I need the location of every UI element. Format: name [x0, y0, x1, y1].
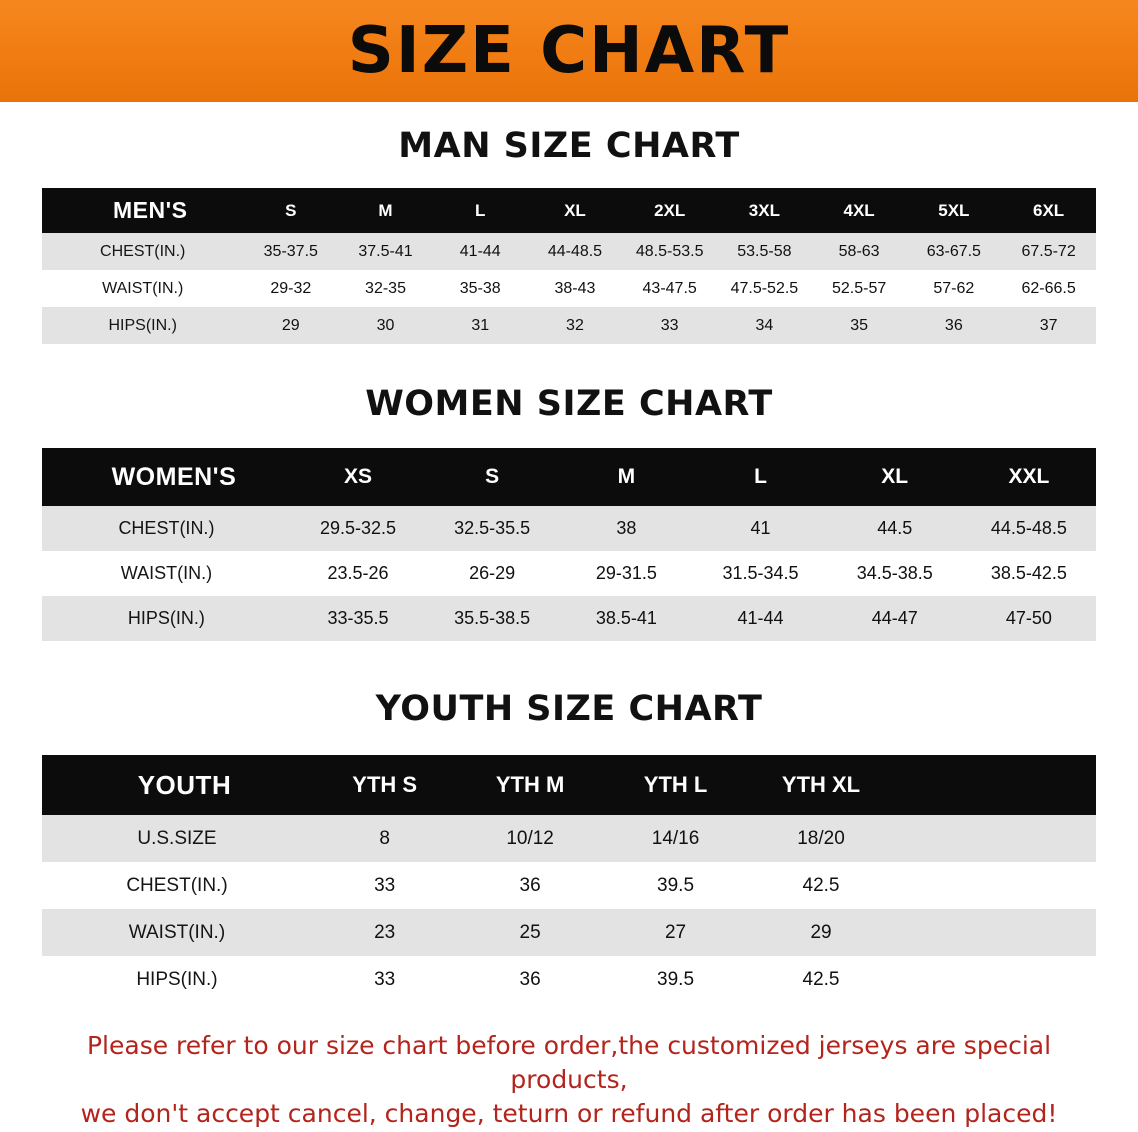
- man-waist-3: 38-43: [554, 279, 596, 297]
- man-hips-5: 34: [755, 316, 774, 334]
- table-row: [42, 307, 1096, 344]
- man-size-col-4: 2XL: [654, 200, 686, 220]
- youth-chest-1: 36: [519, 874, 541, 896]
- man-table-header: [42, 188, 1096, 233]
- youth-spacer-cell: [894, 909, 1096, 956]
- man-size-col-8: 6XL: [1033, 200, 1065, 220]
- youth-size-col-spacer: [894, 755, 1096, 815]
- man-size-col-1: M: [378, 200, 393, 220]
- youth-chest-0: 33: [374, 874, 396, 896]
- man-hips-2: 31: [471, 316, 490, 334]
- women-hips-4: 44-47: [871, 608, 918, 628]
- women-row-label-hips: HIPS(IN.): [127, 608, 205, 628]
- women-table-header: [42, 448, 1096, 506]
- man-row-label-hips: HIPS(IN.): [108, 316, 177, 334]
- man-hips-3: 32: [566, 316, 584, 334]
- man-chest-3: 44-48.5: [547, 242, 603, 260]
- women-hips-5: 47-50: [1005, 608, 1052, 628]
- youth-hips-3: 42.5: [802, 968, 840, 990]
- youth-table-header: [42, 755, 1096, 815]
- women-size-table: [42, 448, 1096, 641]
- table-row: [42, 815, 1096, 862]
- man-chest-2: 41-44: [459, 242, 501, 260]
- man-hips-1: 30: [376, 316, 395, 334]
- youth-spacer-cell: [894, 815, 1096, 862]
- youth-hips-0: 33: [374, 968, 396, 990]
- man-size-col-5: 3XL: [748, 200, 780, 220]
- man-corner-label: MEN'S: [113, 197, 188, 223]
- women-hips-1: 35.5-38.5: [454, 608, 531, 628]
- women-waist-1: 26-29: [469, 563, 516, 583]
- disclaimer-line-1: Please refer to our size chart before order,the customized jerseys are special products,: [86, 1031, 1052, 1094]
- man-waist-0: 29-32: [270, 279, 312, 297]
- table-header-row: [42, 448, 1096, 506]
- man-size-table-wrapper: [42, 188, 1096, 344]
- women-chest-1: 32.5-35.5: [454, 518, 531, 538]
- man-size-col-0: S: [285, 200, 297, 220]
- women-size-col-3: L: [754, 465, 767, 488]
- man-hips-6: 35: [850, 316, 868, 334]
- women-corner-label: WOMEN'S: [111, 462, 237, 491]
- man-chest-5: 53.5-58: [737, 242, 792, 260]
- man-size-col-3: XL: [564, 200, 586, 220]
- women-size-table-wrapper: [42, 448, 1096, 641]
- women-hips-2: 38.5-41: [595, 608, 657, 628]
- disclaimer-line-2: we don't accept cancel, change, teturn or refund after order has been placed!: [80, 1098, 1058, 1128]
- man-size-table: [42, 188, 1096, 344]
- youth-hips-1: 36: [519, 968, 541, 990]
- man-row-label-waist: WAIST(IN.): [102, 279, 184, 297]
- man-size-col-7: 5XL: [938, 200, 970, 220]
- women-waist-4: 34.5-38.5: [856, 563, 933, 583]
- women-waist-2: 29-31.5: [595, 563, 657, 583]
- women-chest-3: 41: [750, 518, 771, 538]
- youth-waist-1: 25: [519, 921, 541, 943]
- women-section-heading: WOMEN SIZE CHART: [365, 384, 773, 424]
- women-table-body: [42, 506, 1096, 641]
- man-hips-0: 29: [281, 316, 300, 334]
- man-table-body: [42, 233, 1096, 344]
- man-hips-7: 36: [944, 316, 963, 334]
- youth-spacer-cell: [894, 956, 1096, 1003]
- youth-size-col-0: YTH S: [352, 772, 418, 797]
- youth-ussize-0: 8: [379, 827, 390, 849]
- man-waist-2: 35-38: [459, 279, 501, 297]
- man-chest-1: 37.5-41: [358, 242, 413, 260]
- women-hips-0: 33-35.5: [327, 608, 389, 628]
- youth-size-table: [42, 755, 1096, 1003]
- man-hips-4: 33: [660, 316, 679, 334]
- size-chart-banner: [0, 0, 1138, 102]
- man-size-col-6: 4XL: [843, 200, 875, 220]
- table-row: [42, 862, 1096, 909]
- women-chest-0: 29.5-32.5: [319, 518, 396, 538]
- man-chest-7: 63-67.5: [926, 242, 981, 260]
- table-row: [42, 233, 1096, 270]
- women-waist-0: 23.5-26: [327, 563, 389, 583]
- youth-waist-3: 29: [810, 921, 832, 943]
- table-row: [42, 506, 1096, 551]
- man-waist-5: 47.5-52.5: [730, 279, 799, 297]
- women-size-col-2: M: [617, 465, 636, 488]
- women-size-col-4: XL: [881, 465, 909, 488]
- man-hips-8: 37: [1039, 316, 1058, 334]
- women-row-label-waist: WAIST(IN.): [120, 563, 213, 583]
- youth-chest-2: 39.5: [657, 874, 695, 896]
- table-header-row: [42, 188, 1096, 233]
- women-size-col-0: XS: [343, 465, 372, 488]
- youth-waist-0: 23: [374, 921, 396, 943]
- man-waist-7: 57-62: [933, 279, 975, 297]
- youth-chest-3: 42.5: [802, 874, 840, 896]
- youth-section-heading: YOUTH SIZE CHART: [375, 689, 763, 729]
- table-row: [42, 551, 1096, 596]
- man-waist-8: 62-66.5: [1021, 279, 1076, 297]
- youth-row-label-hips: HIPS(IN.): [136, 968, 218, 990]
- man-waist-4: 43-47.5: [642, 279, 697, 297]
- youth-spacer-cell: [894, 862, 1096, 909]
- women-size-col-5: XXL: [1008, 465, 1050, 488]
- table-row: [42, 956, 1096, 1003]
- man-chest-8: 67.5-72: [1021, 242, 1076, 260]
- man-chest-6: 58-63: [838, 242, 880, 260]
- table-header-row: [42, 755, 1096, 815]
- youth-ussize-3: 18/20: [797, 827, 845, 849]
- youth-row-label-ussize: U.S.SIZE: [137, 827, 217, 849]
- youth-waist-2: 27: [664, 921, 687, 943]
- women-waist-3: 31.5-34.5: [722, 563, 799, 583]
- man-section-heading: MAN SIZE CHART: [398, 126, 740, 166]
- youth-hips-2: 39.5: [657, 968, 695, 990]
- table-row: [42, 270, 1096, 307]
- women-waist-5: 38.5-42.5: [990, 563, 1067, 583]
- women-hips-3: 41-44: [737, 608, 784, 628]
- man-size-col-2: L: [475, 200, 486, 220]
- youth-row-label-waist: WAIST(IN.): [128, 921, 226, 943]
- women-chest-4: 44.5: [877, 518, 913, 538]
- man-chest-0: 35-37.5: [263, 242, 318, 260]
- women-chest-5: 44.5-48.5: [990, 518, 1067, 538]
- youth-corner-label: YOUTH: [137, 769, 232, 800]
- youth-size-col-1: YTH M: [495, 772, 565, 797]
- youth-row-label-chest: CHEST(IN.): [126, 874, 228, 896]
- page-title: SIZE CHART: [347, 14, 791, 88]
- man-chest-4: 48.5-53.5: [635, 242, 704, 260]
- youth-ussize-1: 10/12: [506, 827, 554, 849]
- women-row-label-chest: CHEST(IN.): [118, 518, 215, 538]
- man-waist-1: 32-35: [365, 279, 406, 297]
- youth-size-col-2: YTH L: [643, 772, 708, 797]
- youth-size-table-wrapper: [42, 755, 1096, 1003]
- youth-table-body: [42, 815, 1096, 1003]
- youth-size-col-3: YTH XL: [781, 772, 861, 797]
- women-size-col-1: S: [485, 465, 500, 488]
- youth-ussize-2: 14/16: [651, 827, 700, 849]
- women-chest-2: 38: [616, 518, 637, 538]
- table-row: [42, 909, 1096, 956]
- table-row: [42, 596, 1096, 641]
- man-row-label-chest: CHEST(IN.): [100, 242, 186, 260]
- man-waist-6: 52.5-57: [831, 279, 887, 297]
- size-chart-disclaimer: [40, 1029, 1098, 1130]
